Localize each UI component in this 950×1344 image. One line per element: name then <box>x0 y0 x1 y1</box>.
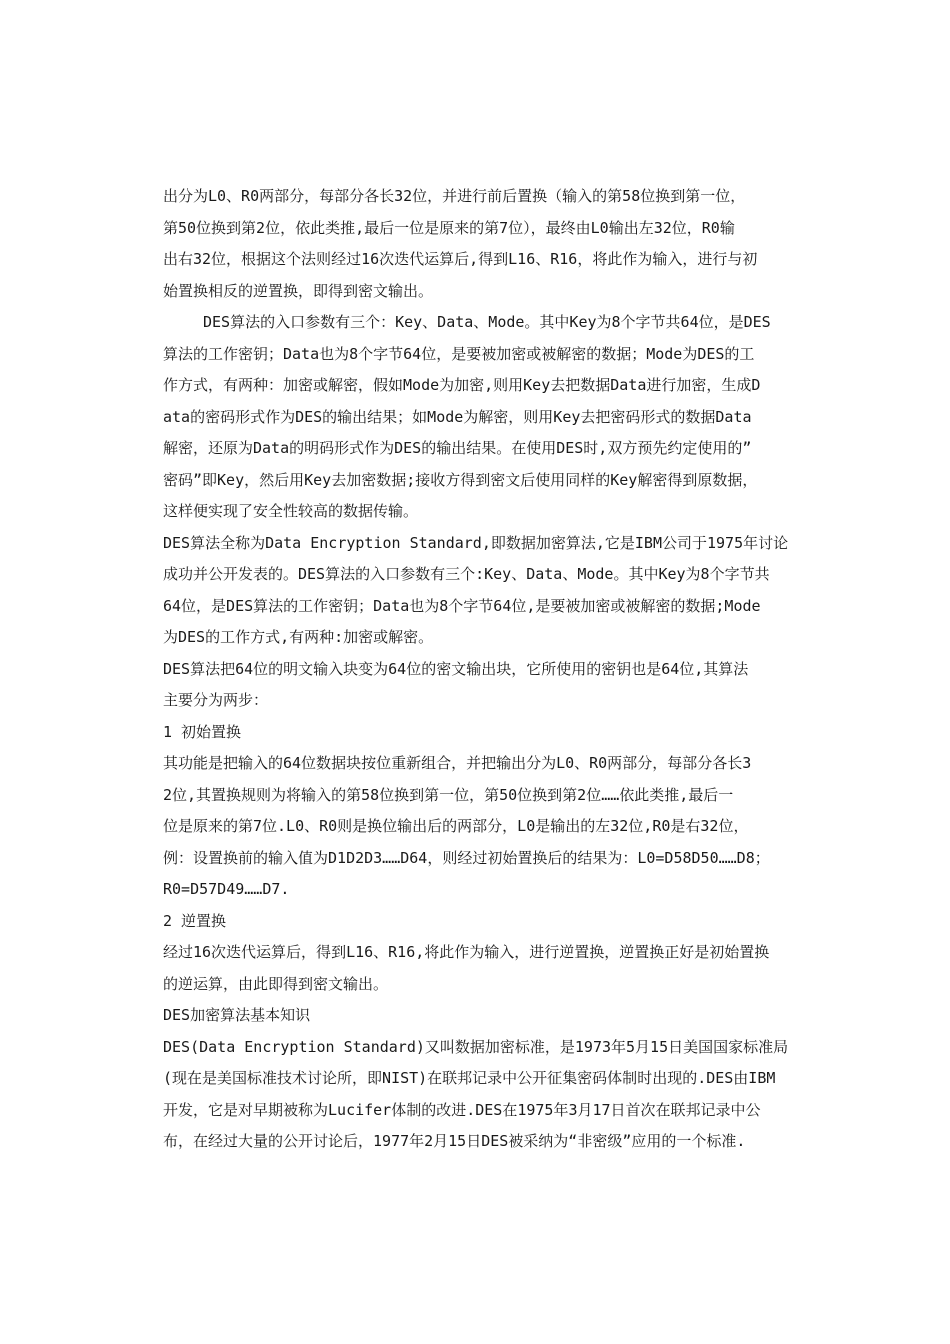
text-line: 解密，还原为Data的明码形式作为DES的输出结果。在使用DES时,双方预先约定使用的” <box>163 439 752 457</box>
text-line: R0=D57D49……D7. <box>163 880 290 898</box>
section-heading: 2 逆置换 <box>163 912 227 930</box>
section-heading: DES加密算法基本知识 <box>163 1006 311 1024</box>
text-line: 为DES的工作方式,有两种:加密或解密。 <box>163 628 434 646</box>
text-line: 开发，它是对早期被称为Lucifer体制的改进.DES在1975年3月17日首次在联邦记录中公 <box>163 1101 761 1119</box>
paragraph-first-line: DES算法的入口参数有三个：Key、Data、Mode。其中Key为8个字节共64位，是DES <box>203 313 771 331</box>
text-line: 始置换相反的逆置换，即得到密文输出。 <box>163 282 434 300</box>
text-line: 出右32位，根据这个法则经过16次迭代运算后,得到L16、R16，将此作为输入，进行与初 <box>163 250 758 268</box>
text-line: 作方式，有两种：加密或解密，假如Mode为加密,则用Key去把数据Data进行加密，生成D <box>163 376 761 394</box>
text-line: ata的密码形式作为DES的输出结果；如Mode为解密，则用Key去把密码形式的数据Data <box>163 408 752 426</box>
text-line: 密码”即Key，然后用Key去加密数据;接收方得到密文后使用同样的Key解密得到原数据， <box>163 471 758 489</box>
text-line: 算法的工作密钥；Data也为8个字节64位，是要被加密或被解密的数据；Mode为DES的工 <box>163 345 755 363</box>
text-line: 第50位换到第2位，依此类推,最后一位是原来的第7位），最终由L0输出左32位，R0输 <box>163 219 735 237</box>
text-line: 成功并公开发表的。DES算法的入口参数有三个:Key、Data、Mode。其中Key为8个字节共 <box>163 565 770 583</box>
text-line: DES算法把64位的明文输入块变为64位的密文输出块，它所使用的密钥也是64位,其算法 <box>163 660 749 678</box>
text-line: 出分为L0、R0两部分，每部分各长32位，并进行前后置换（输入的第58位换到第一位， <box>163 187 746 205</box>
text-line: 这样便实现了安全性较高的数据传输。 <box>163 502 419 520</box>
text-line: (现在是美国标准技术讨论所，即NIST)在联邦记录中公开征集密码体制时出现的.DES由IBM <box>163 1069 776 1087</box>
text-line: DES算法全称为Data Encryption Standard,即数据加密算法,它是IBM公司于1975年讨论 <box>163 534 789 552</box>
text-line: 位是原来的第7位.L0、R0则是换位输出后的两部分，L0是输出的左32位,R0是右32位， <box>163 817 749 835</box>
text-line: 的逆运算，由此即得到密文输出。 <box>163 975 389 993</box>
text-line: 主要分为两步： <box>163 691 269 709</box>
text-line: 64位，是DES算法的工作密钥；Data也为8个字节64位,是要被加密或被解密的数据;Mode <box>163 597 761 615</box>
text-line: 其功能是把输入的64位数据块按位重新组合，并把输出分为L0、R0两部分，每部分各长3 <box>163 754 752 772</box>
text-line: 经过16次迭代运算后，得到L16、R16,将此作为输入，进行逆置换，逆置换正好是初始置换 <box>163 943 770 961</box>
text-line: 2位,其置换规则为将输入的第58位换到第一位，第50位换到第2位……依此类推,最后一 <box>163 786 734 804</box>
text-line: 布，在经过大量的公开讨论后，1977年2月15日DES被采纳为“非密级”应用的一个标准. <box>163 1132 746 1150</box>
section-heading: 1 初始置换 <box>163 723 242 741</box>
text-line: DES(Data Encryption Standard)又叫数据加密标准，是1973年5月15日美国国家标准局 <box>163 1038 789 1056</box>
text-line: 例：设置换前的输入值为D1D2D3……D64，则经过初始置换后的结果为：L0=D58D50……D8； <box>163 849 770 867</box>
